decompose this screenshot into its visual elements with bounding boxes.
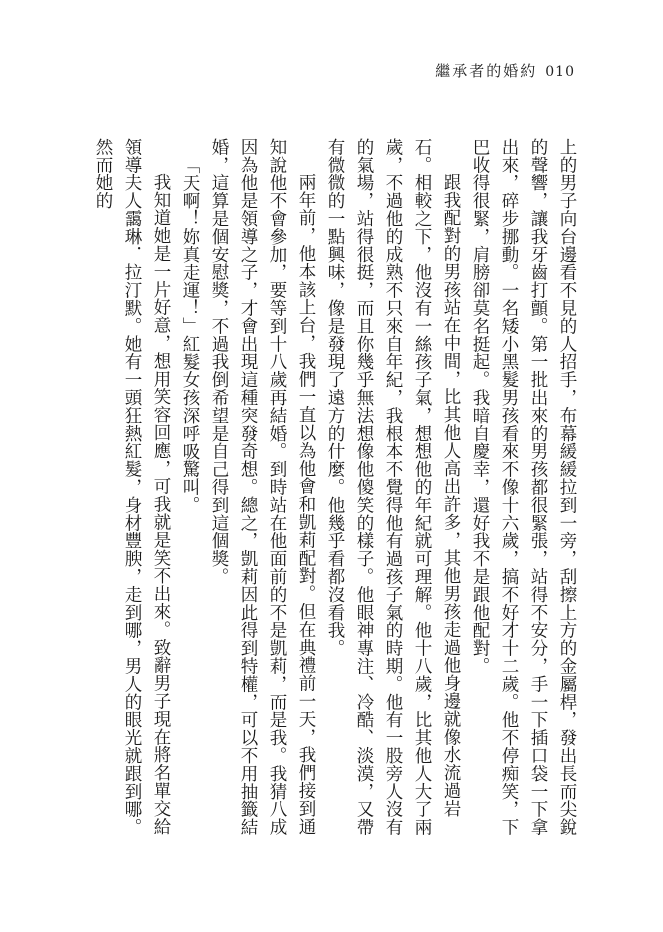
book-title: 繼承者的婚約: [435, 62, 538, 80]
paragraph-2: 跟我配對的男孩站在中間，比其他人高出許多，其他男孩走過他身邊就像水流過岩石。相較之下，他沒有一絲孩子氣，想想他的年紀就可理解。他十八歲，比其他人大了兩歲，不過他的成熟不只來自年紀，我根本不覺得他有過孩子氣的時期。他有一股旁人沒有的氣場，站得很挺，而且你幾乎無法想像他傻笑的樣子。他眼神專注、冷酷、淡漠，又帶有微微的一點興味，像是發現了遠方的什麼。他幾乎看都沒看我。: [325, 138, 461, 837]
page-number: 010: [545, 64, 575, 80]
paragraph-4: 「天啊！妳真走運！」紅髮女孩深呼吸驚叫。: [180, 155, 200, 514]
running-header: [435, 60, 575, 81]
paragraph-1: 上的男子向台邊看不見的人招手，布幕緩緩拉到一旁，刮擦上方的金屬桿，發出長而尖銳的聲響，讓我牙齒打顫。第一批出來的男孩都很緊張，站得不安分，手一下插口袋一下拿出來，碎步挪動。一名矮小黑髮男孩看來不像十六歲，搞不好才十二歲。他不停痴笑，下巴收得很緊，肩膀卻莫名挺起。我暗自慶幸，還好我不是跟他配對。: [470, 138, 577, 837]
paragraph-5: 我知道她是一片好意，想用笑容回應，可我就是笑不出來。致辭男子現在將名單交給領導夫人靄琳．拉汀默。她有一頭狂熱紅髮，身材豐腴，走到哪，男人的眼光就跟到哪。然而她的: [93, 138, 171, 837]
paragraph-3: 兩年前，他本該上台，我們一直以為他會和凱莉配對。但在典禮前一天，我們接到通知說他不會參加，要等到十八歲再結婚。到時站在他面前的不是凱莉，而是我。我猜八成因為他是領導之子，才會出現這種突發奇想。總之，凱莉因此得到特權，可以不用抽籤結婚，這算是個安慰獎，不過我倒希望是自己得到這個獎。: [209, 138, 316, 837]
vertical-text-body: [81, 138, 581, 838]
